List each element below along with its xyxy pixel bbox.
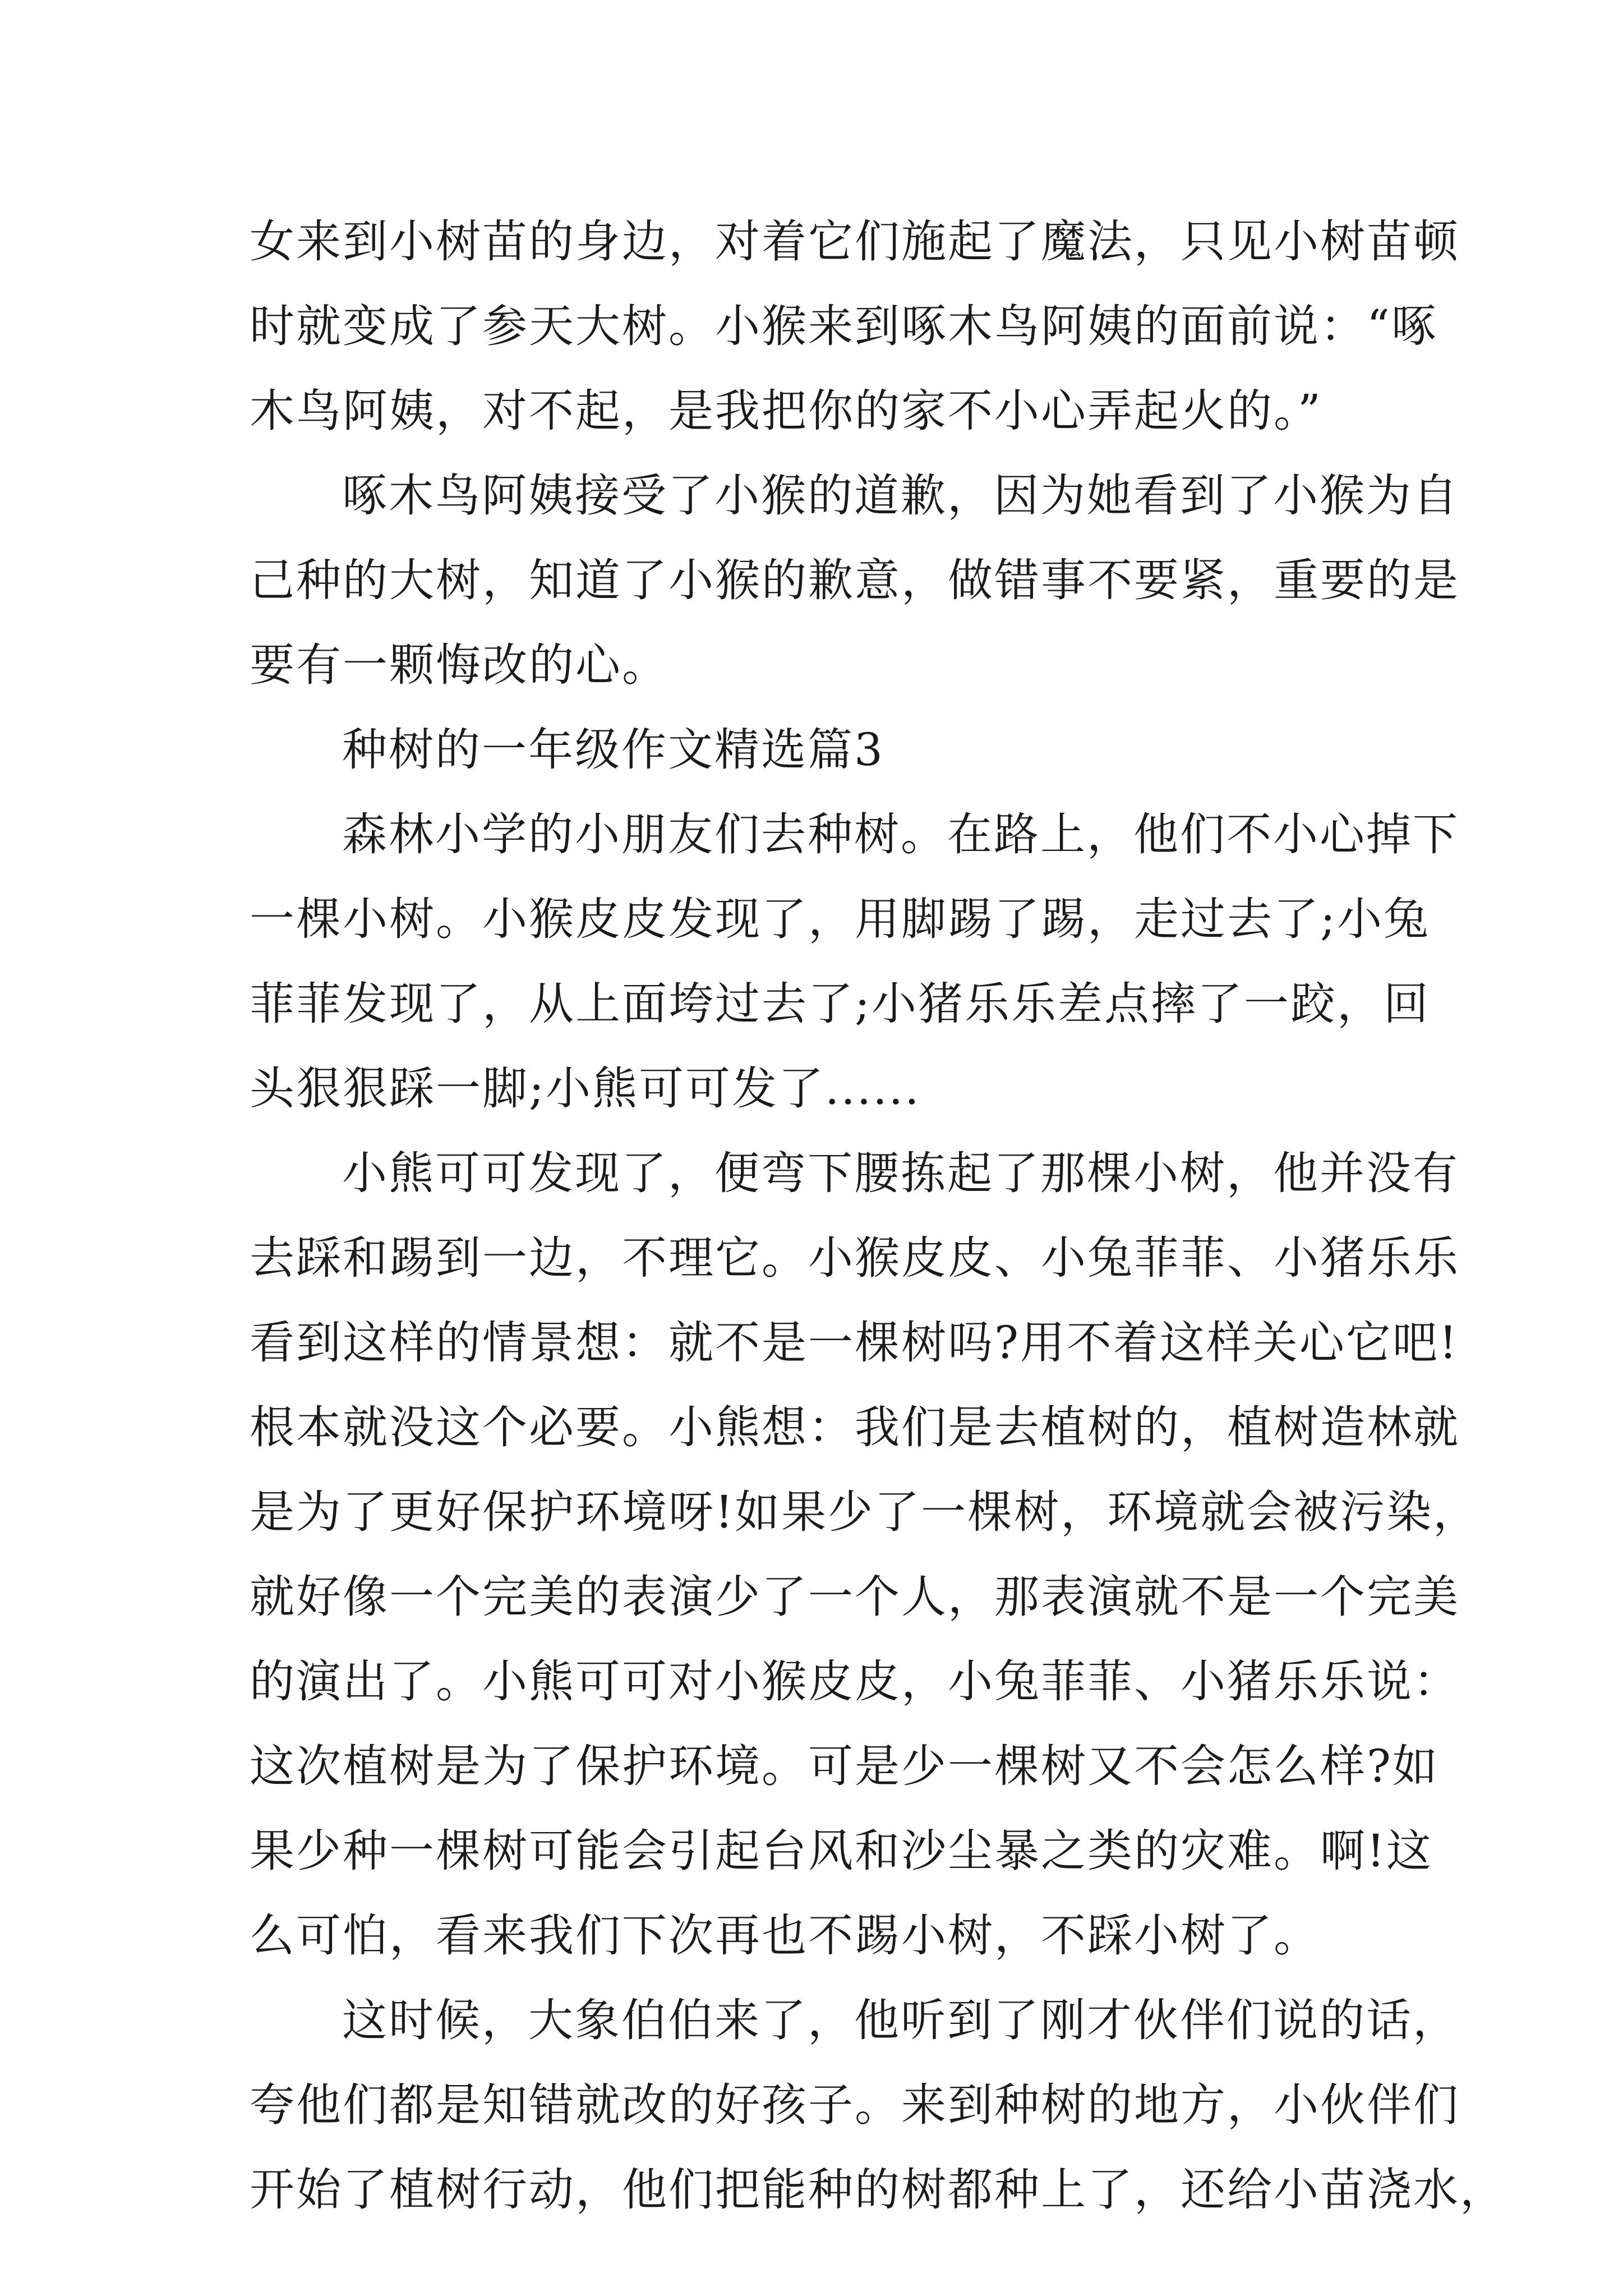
paragraph-end-line: 要有一颗悔改的心。	[250, 639, 668, 691]
text-line: 就好像一个完美的表演少了一个人，那表演就不是一个完美	[250, 1571, 1460, 1623]
paragraph-first-line: 森林小学的小朋友们去种树。在路上，他们不小心掉下	[342, 808, 1459, 861]
text-line: 己种的大树，知道了小猴的歉意，做错事不要紧，重要的是	[250, 554, 1460, 606]
text-line: 菲菲发现了，从上面垮过去了;小猪乐乐差点摔了一跤，回	[250, 978, 1430, 1030]
paragraph-first-line: 这时候，大象伯伯来了，他听到了刚才伙伴们说的话，	[342, 1994, 1459, 2046]
essay-text	[250, 199, 1506, 2232]
paragraph-end-line: 么可怕，看来我们下次再也不踢小树，不踩小树了。	[250, 1910, 1320, 1962]
section-heading: 种树的一年级作文精选篇3	[342, 724, 884, 776]
text-line: 根本就没这个必要。小熊想：我们是去植树的，植树造林就	[250, 1401, 1460, 1453]
text-line: 开始了植树行动，他们把能种的树都种上了，还给小苗浇水，	[250, 2164, 1506, 2216]
paragraph-end-line: 头狠狠踩一脚;小熊可可发了......	[250, 1062, 921, 1115]
text-line: 看到这样的情景想：就不是一棵树吗?用不着这样关心它吧!	[250, 1317, 1459, 1369]
text-line: 去踩和踢到一边，不理它。小猴皮皮、小兔菲菲、小猪乐乐	[250, 1232, 1460, 1284]
text-line: 这次植树是为了保护环境。可是少一棵树又不会怎么样?如	[250, 1740, 1439, 1792]
text-line: 夸他们都是知错就改的好孩子。来到种树的地方，小伙伴们	[250, 2079, 1460, 2131]
paragraph-first-line: 小熊可可发现了，便弯下腰拣起了那棵小树，他并没有	[342, 1147, 1459, 1199]
text-line: 时就变成了参天大树。小猴来到啄木鸟阿姨的面前说：“啄	[250, 300, 1438, 352]
text-line: 是为了更好保护环境呀!如果少了一棵树，环境就会被污染，	[250, 1486, 1480, 1538]
text-line: 一棵小树。小猴皮皮发现了，用脚踢了踢，走过去了;小兔	[250, 893, 1430, 945]
text-line: 果少种一棵树可能会引起台风和沙尘暴之类的灾难。啊!这	[250, 1825, 1433, 1877]
paragraph-end-line: 木鸟阿姨，对不起，是我把你的家不小心弄起火的。”	[250, 385, 1322, 437]
text-line: 女来到小树苗的身边，对着它们施起了魔法，只见小树苗顿	[250, 215, 1460, 268]
text-line: 的演出了。小熊可可对小猴皮皮，小兔菲菲、小猪乐乐说：	[250, 1655, 1460, 1708]
paragraph-first-line: 啄木鸟阿姨接受了小猴的道歉，因为她看到了小猴为自	[342, 470, 1459, 522]
